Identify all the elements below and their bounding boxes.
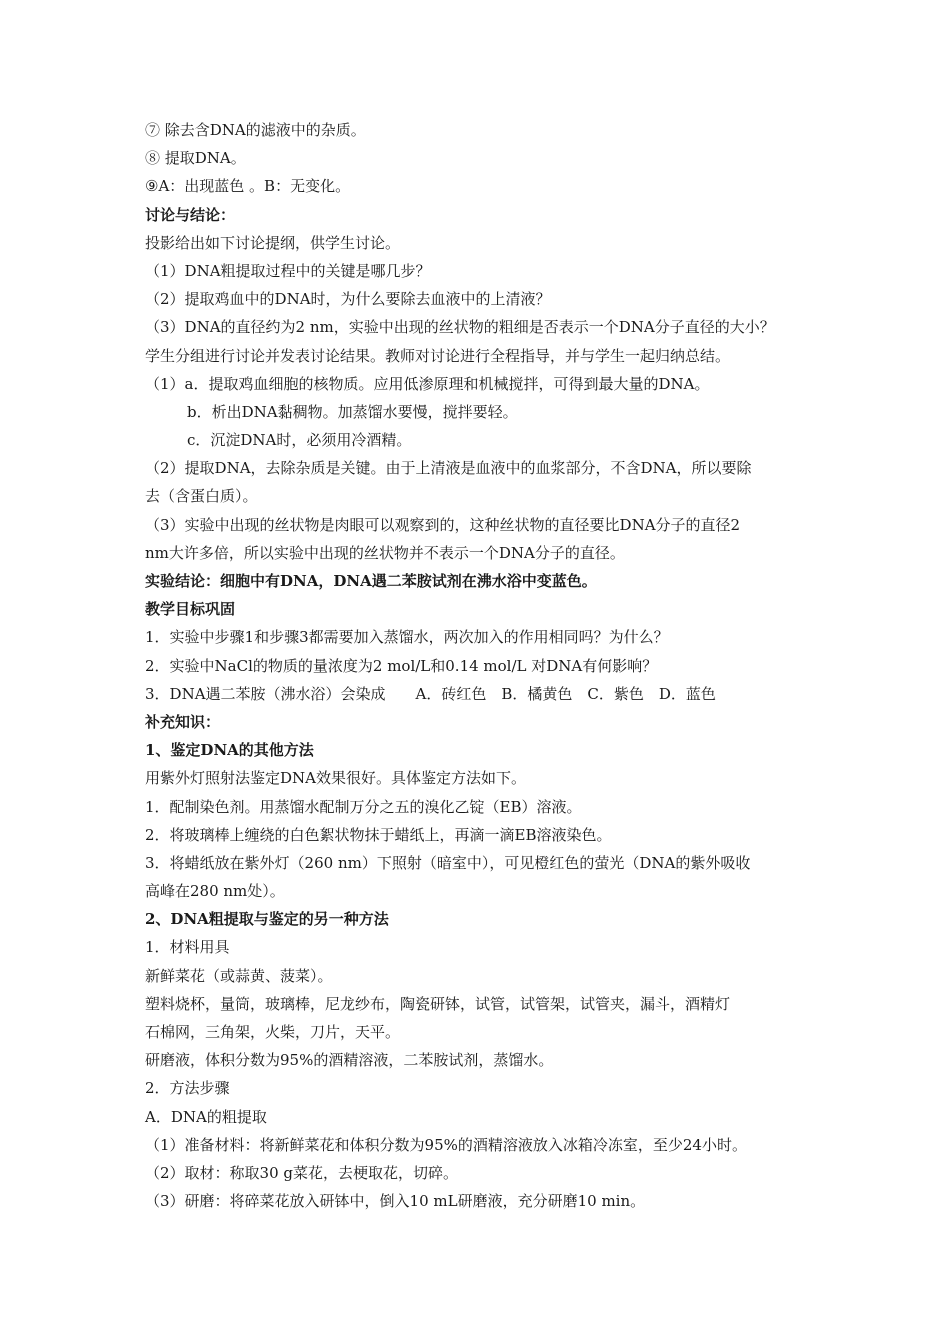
text-line: A．DNA的粗提取 xyxy=(145,1107,267,1126)
text-line: 新鲜菜花（或蒜黄、菠菜）。 xyxy=(145,966,333,985)
section-heading-consolidation: 教学目标巩固 xyxy=(145,600,236,619)
text-line: 石棉网，三角架，火柴，刀片，天平。 xyxy=(145,1023,401,1041)
question-item: （1）DNA粗提取过程中的关键是哪几步？ xyxy=(145,261,431,280)
answer-item: （2）提取DNA，去除杂质是关键。由于上清液是血液中的血浆部分，不含DNA，所以要除 xyxy=(145,459,752,478)
step-item: 1．配制染色剂。用蒸馏水配制万分之五的溴化乙锭（EB）溶液。 xyxy=(145,797,582,816)
text-line: ⑨A：出现蓝色 。B：无变化。 xyxy=(145,177,351,196)
subsection-heading: 1、鉴定DNA的其他方法 xyxy=(145,741,314,760)
text-line: 2．方法步骤 xyxy=(145,1079,230,1098)
text-line: 研磨液，体积分数为95%的酒精溶液，二苯胺试剂，蒸馏水。 xyxy=(145,1051,554,1070)
text-line: nm大许多倍，所以实验中出现的丝状物并不表示一个DNA分子的直径。 xyxy=(145,543,625,562)
answer-item: （1）a．提取鸡血细胞的核物质。应用低渗原理和机械搅拌，可得到最大量的DNA。 xyxy=(145,374,710,393)
section-heading-supplement: 补充知识： xyxy=(145,712,221,731)
text-line: 1．材料用具 xyxy=(145,938,230,957)
step-item: 2．将玻璃棒上缠绕的白色絮状物抹于蜡纸上，再滴一滴EB溶液染色。 xyxy=(145,825,612,844)
exercise-item: 1．实验中步骤1和步骤3都需要加入蒸馏水，两次加入的作用相同吗？为什么？ xyxy=(145,628,669,647)
step-item: （1）准备材料：将新鲜菜花和体积分数为95%的酒精溶液放入冰箱冷冻室，至少24小时。 xyxy=(145,1135,747,1154)
text-line: 高峰在280 nm处）。 xyxy=(145,882,285,901)
step-item: （2）取材：称取30 g菜花，去梗取花，切碎。 xyxy=(145,1163,459,1182)
document-page xyxy=(145,116,825,1215)
text-line: 投影给出如下讨论提纲，供学生讨论。 xyxy=(145,233,401,252)
question-item: （3）DNA的直径约为2 nm，实验中出现的丝状物的粗细是否表示一个DNA分子直径的大小？ xyxy=(145,318,775,337)
answer-subitem: c．沉淀DNA时，必须用冷酒精。 xyxy=(187,431,412,450)
answer-item: （3）实验中出现的丝状物是肉眼可以观察到的，这种丝状物的直径要比DNA分子的直径2 xyxy=(145,515,741,534)
subsection-heading: 2、DNA粗提取与鉴定的另一种方法 xyxy=(145,910,389,929)
section-heading-discussion: 讨论与结论： xyxy=(145,205,236,224)
exercise-item: 3．DNA遇二苯胺（沸水浴）会染成 A．砖红色 B．橘黄色 C．紫色 D．蓝色 xyxy=(145,684,716,703)
exercise-item: 2．实验中NaCl的物质的量浓度为2 mol/L和0.14 mol/L 对DNA有何影响？ xyxy=(145,656,658,675)
text-line: ⑧ 提取DNA。 xyxy=(145,149,246,168)
step-item: 3．将蜡纸放在紫外灯（260 nm）下照射（暗室中），可见橙红色的萤光（DNA的紫外吸收 xyxy=(145,853,751,872)
answer-subitem: b．析出DNA黏稠物。加蒸馏水要慢，搅拌要轻。 xyxy=(187,402,518,421)
question-item: （2）提取鸡血中的DNA时，为什么要除去血液中的上清液？ xyxy=(145,290,551,309)
text-line: ⑦ 除去含DNA的滤液中的杂质。 xyxy=(145,121,366,139)
text-line: 塑料烧杯，量筒，玻璃棒，尼龙纱布，陶瓷研钵，试管，试管架，试管夹，漏斗，酒精灯 xyxy=(145,994,731,1013)
conclusion-heading: 实验结论：细胞中有DNA，DNA遇二苯胺试剂在沸水浴中变蓝色。 xyxy=(145,572,597,590)
step-item: （3）研磨：将碎菜花放入研钵中，倒入10 mL研磨液，充分研磨10 min。 xyxy=(145,1192,646,1211)
text-line: 学生分组进行讨论并发表讨论结果。教师对讨论进行全程指导，并与学生一起归纳总结。 xyxy=(145,346,731,365)
text-line: 去（含蛋白质）。 xyxy=(145,487,258,506)
text-line: 用紫外灯照射法鉴定DNA效果很好。具体鉴定方法如下。 xyxy=(145,769,526,788)
